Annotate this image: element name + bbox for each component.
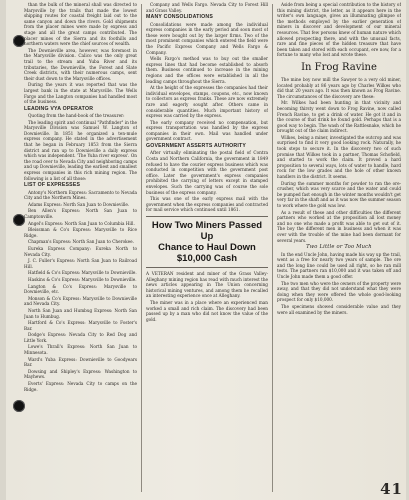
section-heading: GOVERNMENT ASSERTS AUTHORITY [146,143,247,150]
list-item: Antony's Northern Express: Sacramento to Nevada City and the Northern Mines. [24,189,137,201]
paragraph: The specimens showed considerable value and they were all examined by the miners. [277,303,401,315]
paragraph: The Downieville area, however, was foremost in the Marysville division. Calico was the only great trail to the stream and Yuba River and its tributaries, the Downieville, the Forest and Slate Creek districts, with their numerous camps, sent their dust down to the Marysville offices. [24,47,137,81]
paragraph: As a result of these and other difficulties the different partners who worked at the proposition all lost money and no one who made a profit was able to get out of it. The boy the different men in business and when it was over with the trouble of the mine had been dormant for several years. [277,209,401,243]
paragraph: The mine boy now mill the Sawyer to a very old miner, located probably at 86 years ago by Charles Wilkes who did that 20 years ago. It was then known as Frog Ravine. The circumstances of the discovery are these: [277,76,401,99]
column-1 [24,2,137,498]
paragraph: The leading spirit and continual "Pathfinder" in the Marysville Division was Samuel W. Langton of Downieville. In 1851 he organized a ten-mule express company. He stated in the advertisement that he began in February 1853 from the Sierra district and ran up to Downieville a daily express which was independent. 'The Yuba river express'. On the road over to Nevada City and neighboring camps and up Downieville, leading the earliest and smallest express companies in this rich mining region. The following is a list of all those: [24,119,137,181]
list-item: Ward's Yuba Express: Downieville to Goodyears Bar. [24,356,137,368]
list-item: J. C. Fuller's Express: North San Juan to Railroad Hill. [24,258,137,269]
paragraph: The miner was in a place where an experienced man worked a small and rich claim. The discovery had been passed up by a man who did not know the value of the gold. [146,299,268,322]
section-heading: LEADING VYA OPERATOR [24,105,94,112]
paragraph: Quoting from the hand-book of the treasurer: [28,113,125,119]
paragraph: Wilkes, being a miner, investigated the outcrop and was surprised to find it very good looking rock. Naturally, he took steps to secure it. In the discovery two of such promise that Wilkes took in a partner, Thomas Schofield, and started to work the claim. It proved a hard proposition to several ways, lots of water to handle, hard rock for the low grades and the hole of other known handlers in the district. It seems. [277,134,401,180]
column-rule [272,4,273,492]
paragraph: This was one of the early express mail with the government when the express companies and contracted for mail service which continued until 1861. [146,196,268,213]
section-title: In Frog Ravine [301,61,377,73]
column-rule [141,4,142,492]
paragraph: than the bulk of the mineral shall was directed to Marysville by the trails that made the lowest shipping routes for coastal freight laid out to the same canyon and down the rivers. Gold shipments from the placer mines were made by express and stage and all the great camps contributed. The placer mines of the Sierra and its foothills and northern waters were the chief sources of wealth. [24,2,137,47]
list-item: Chapman's Express: North San Juan to Cherokee. [28,239,134,245]
list-item: Langton & Co's Express: Marysville to Downieville, etc. [24,283,137,295]
paragraph: The early company received no compensation, but express transportation was handled by the express companies in their own. Mail was handled under government contract. [146,119,268,142]
paragraph: At the height of the expresses the companies had their individual envelopes, stamps, coupons, etc., now known to collectors as express franks. These are now extremely rare and eagerly sought after. Others came in considerable quantities. Much important history of express was carried by the express. [146,85,268,119]
list-item: Dodge's Express: Nevada City to Red Dog and Little York. [24,332,137,343]
paragraph: Consolidations were made among the individual express companies in the early period and soon most of these were bought out by the larger firms. Two of the most prominent companies which entered the field were the Pacific Express Company and Wells Fargo & Company. [146,21,268,55]
list-item: Bleissman & Co's Express: Marysville to Rice Ridge. [24,227,137,238]
paragraph: During the years it was reported that was the largest bank in the state at Marysville. The Wells Fargo and the Langton companies had handled most of the business. [24,82,137,105]
paragraph: Aside from being a special contribution to the history of this mining district, the letter, as it appears here in the writer's own language, gives an illuminating glimpse of the methods employed by the earlier generation of miners in discover and development of our mineral resources. That few persons knew of human nature which allowed prospecting there, and with the unusual facts, rare and fine pieces of the hidden treasure that have been taken and stored with each occupant, ere now, for a fortune to many who lost and wrote these. [277,2,401,58]
list-item: Eureka Express Company: Eureka North to Nevada City. [24,245,137,257]
headline-line: Chance to Haul Down [158,242,256,253]
list-item: North San Juan and Humbug Express: North San Juan to Humbug. [24,307,137,319]
list-item: Lowe's Thrall's Express: North San Juan to Minnesota. [24,344,137,356]
headline-line: $10,000 Cash [176,253,238,264]
list-item: Everts' Express: Nevada City to camps on the Ridge. [24,381,137,392]
paragraph: During the summer months for powder to ran the ore-crusher, which was very scarce and the water and could be pumped fast enough in the winter months wouldn't get very far in the shaft and as it was now the summer season to work where the gold was low. [277,180,401,208]
headline-line: How Two Miners Passed Up [151,220,263,242]
list-item: Hatfield & Co's Express: Marysville to Downieville. [28,270,137,276]
list-item: Angel's Express: North San Juan to Columbia Hill. [28,220,135,226]
paragraph: A VETERAN resident and miner of the Grass Valley-Alleghany mining region has read with much interest the news articles appearing in The Union concerning historical mining ventures, and among them he recalled an interesting experience once at Alleghany. [146,271,268,299]
newspaper-page [6,0,406,500]
section-heading: LIST OF EXPRESSES [24,182,81,189]
sub-heading: Two Little or Too Much [306,244,372,251]
list-item: Haskins & Co's Express: Marysville to Downieville. [28,276,137,282]
list-item: Monson & Co's Express: Marysville to Downieville and Nevada City. [24,295,137,307]
paragraph: After virtually eliminating the postal field of Contra Costa and Northern California, the government in 1849 refused to have the courier express business which was conducted in competition with the government post office. Later the government's express companies prohibited the carrying of letters except in stamped envelopes. Such the carrying was of course the sole business of the express company. [146,150,268,195]
page-number: 41 [380,480,403,498]
section-heading: MANY CONSOLIDATIONS [146,14,214,21]
paragraph: Wells Fargo's method was to buy out the smaller express lines that had become established to absorb them. Business continued to increase in the mining regions and the offices were established in all the leading camps throughout the Sierra. [146,56,268,84]
list-item: Dowsing and Shipley's Express: Washington to Mayhews. [24,368,137,380]
column-3 [277,2,401,472]
paragraph: Company and Wells Fargo. Nevada City to Forest Hill and Grass Valley. [146,2,268,13]
story-headline [146,216,268,268]
paragraph: Mr. Wilkes had been hunting in that vicinity and becoming thirsty went down to Frog Ravine, now called French Ravine, to get a drink of water. He got it and in the course of that drink he found gold. Perhaps that is a good way to begin. The wash of the Rattlesnake, which he brought out of the claim indirect. [277,100,401,134]
column-2 [146,2,268,498]
list-item: Adams Express: North San Juan to Downieville. [28,201,130,207]
paragraph: The two men who were the owners of the property were away, and that they did not understand what they were doing when they were offered the whole good-looking prospect for only $10,000. [277,280,401,303]
list-item: Hartford & Co's Express: Marysville to Foster's Bar. [24,320,137,331]
paragraph: In the end Uncle John, having made his way up the trail, went as a free for nearly two years of sample. The ore and the long line could be used all right, so he ran mill tests. The partners ran $10,000 and it was taken off and Uncle John made them a good offer. [277,251,401,279]
list-item: Ben Allen's Express: North San Juan to Camptonville. [24,208,137,219]
